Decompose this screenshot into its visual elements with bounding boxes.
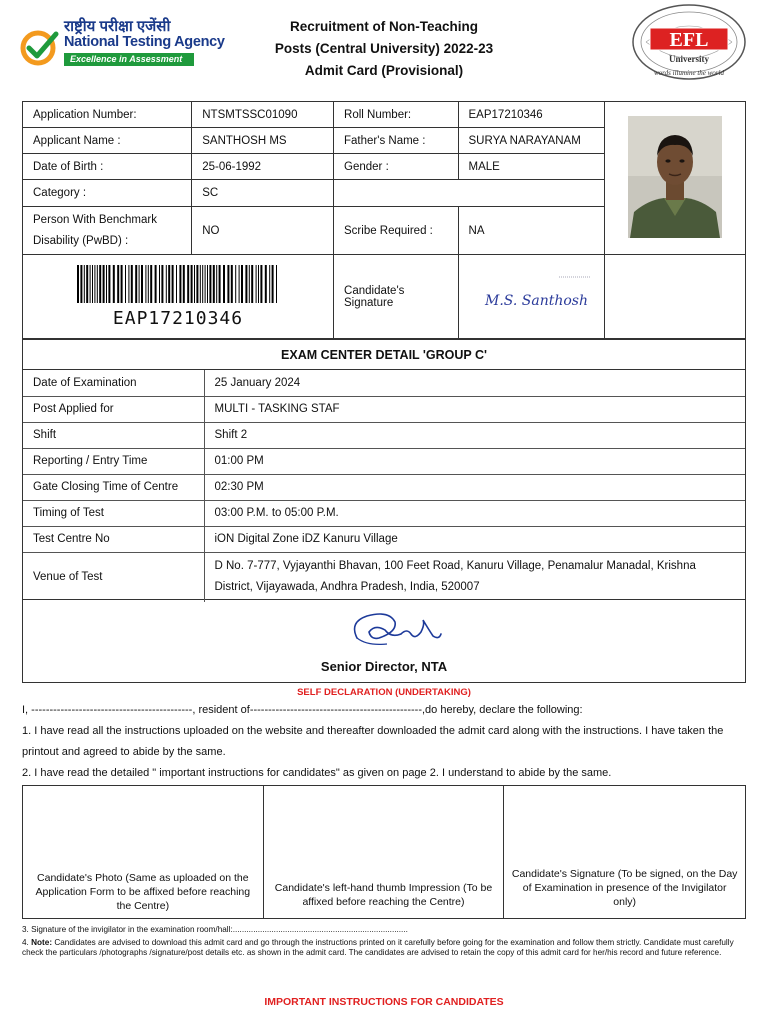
reporting-time-value: 01:00 PM: [204, 448, 745, 474]
reporting-time-label: Reporting / Entry Time: [23, 448, 204, 474]
title-line-3: Admit Card (Provisional): [304, 63, 464, 78]
table-row: [23, 370, 745, 396]
table-row: [23, 422, 745, 448]
declaration-item-2: 2. I have read the detailed " important instructions for candidates" as given on page 2. I understand to abide by the same.: [22, 767, 612, 779]
table-row: [23, 396, 745, 422]
barcode-bar: [213, 265, 215, 303]
barcode-bar: [207, 265, 208, 303]
barcode-bar: [187, 265, 189, 303]
barcode-bar: [77, 265, 79, 303]
pwbd-value: NO: [192, 207, 334, 255]
barcode-bar: [159, 265, 160, 303]
efl-university-text: University: [669, 54, 709, 64]
declaration-boxes: [22, 785, 746, 919]
barcode-bar: [128, 265, 129, 303]
note-label: Note:: [31, 938, 53, 947]
candidate-signature-cell: [458, 255, 604, 339]
table-row: [23, 500, 745, 526]
barcode-bar: [231, 265, 233, 303]
barcode-bar: [125, 265, 126, 303]
barcode-number: EAP17210346: [112, 307, 244, 329]
scribe-value: NA: [458, 207, 604, 255]
barcode-cell: [23, 255, 334, 339]
barcode-bar: [251, 265, 253, 303]
admit-card-title: [240, 16, 528, 82]
barcode-bar: [86, 265, 88, 303]
note-number: 4.: [22, 938, 29, 947]
post-applied-value: MULTI - TASKING STAF: [204, 396, 745, 422]
gender-value: MALE: [458, 154, 604, 180]
shift-label: Shift: [23, 422, 204, 448]
nta-check-icon: [20, 28, 60, 68]
barcode-bar: [183, 265, 185, 303]
authority-signature-section: [22, 600, 746, 683]
barcode-bar: [256, 265, 257, 303]
declaration-note: [22, 938, 748, 957]
title-line-1: Recruitment of Non-Teaching: [289, 19, 478, 34]
agency-hindi-name: राष्ट्रीय परीक्षा एजेंसी: [64, 18, 171, 35]
category-label: Category :: [23, 180, 192, 207]
roll-number-label: Roll Number:: [334, 102, 459, 128]
agency-tagline: Excellence in Assessment: [64, 53, 194, 66]
barcode-bar: [168, 265, 170, 303]
barcode-bar: [131, 265, 133, 303]
application-number-label: Application Number:: [23, 102, 192, 128]
candidate-photo: [628, 116, 722, 238]
title-line-2: Posts (Central University) 2022-23: [274, 41, 494, 56]
barcode-bar: [176, 265, 177, 303]
director-signature: [345, 608, 445, 652]
barcode-bar: [106, 265, 107, 303]
table-row: [23, 552, 745, 602]
barcode-bar: [276, 265, 277, 303]
barcode-bar: [135, 265, 137, 303]
barcode-bar: [200, 265, 201, 303]
barcode-bar: [172, 265, 174, 303]
barcode-bar: [166, 265, 167, 303]
barcode-bar: [269, 265, 270, 303]
post-applied-label: Post Applied for: [23, 396, 204, 422]
applicant-name-label: Applicant Name :: [23, 128, 192, 154]
roll-number-barcode: [75, 265, 281, 303]
barcode-bar: [80, 265, 82, 303]
barcode-bar: [148, 265, 149, 303]
barcode-bar: [121, 265, 123, 303]
candidate-signature: [459, 265, 604, 325]
efl-mark-text: EFL: [669, 29, 709, 51]
barcode-bar: [99, 265, 101, 303]
barcode-bar: [241, 265, 243, 303]
barcode-bar: [97, 265, 98, 303]
barcode-bar: [194, 265, 195, 303]
test-timing-value: 03:00 P.M. to 05:00 P.M.: [204, 500, 745, 526]
barcode-bar: [92, 265, 93, 303]
father-name-label: Father's Name :: [334, 128, 459, 154]
invigilator-signature-line: 3. Signature of the invigilator in the examination room/hall:.............................................................................: [22, 925, 408, 934]
dob-value: 25-06-1992: [192, 154, 334, 180]
barcode-bar: [179, 265, 181, 303]
test-centre-value: iON Digital Zone iDZ Kanuru Village: [204, 526, 745, 552]
barcode-bar: [155, 265, 157, 303]
empty-cell: [334, 180, 605, 207]
table-row: [23, 448, 745, 474]
test-timing-label: Timing of Test: [23, 500, 204, 526]
gender-label: Gender :: [334, 154, 459, 180]
test-centre-label: Test Centre No: [23, 526, 204, 552]
barcode-bar: [265, 265, 267, 303]
thumb-impression-box: Candidate's left-hand thumb Impression (To be affixed before reaching the Centre): [263, 786, 504, 919]
barcode-bar: [161, 265, 163, 303]
exam-center-title: EXAM CENTER DETAIL 'GROUP C': [23, 340, 745, 370]
self-declaration-title: SELF DECLARATION (UNDERTAKING): [297, 687, 471, 698]
applicant-name-value: SANTHOSH MS: [192, 128, 334, 154]
barcode-bar: [141, 265, 143, 303]
barcode-bar: [108, 265, 110, 303]
agency-name: National Testing Agency: [64, 34, 225, 50]
efl-motto-text: words illumine the world: [654, 69, 724, 77]
declaration-item-1: 1. I have read all the instructions uploaded on the website and thereafter downloaded the admit card along with the instructions. I have taken the printout and agreed to abide by the same.: [22, 725, 724, 758]
father-name-value: SURYA NARAYANAM: [458, 128, 604, 154]
admit-card-header: [0, 0, 768, 100]
barcode-bar: [216, 265, 217, 303]
candidate-signature-text: M.S. Santhosh: [484, 293, 588, 309]
barcode-bar: [249, 265, 250, 303]
venue-value: D No. 7-777, Vyjayanthi Bhavan, 100 Feet Road, Kanuru Village, Penamalur Manadal, Krishna District, Vijayawada, Andhra Pradesh, India, 520007: [204, 552, 745, 602]
table-row: [23, 474, 745, 500]
note-text: Candidates are advised to download this admit card and go through the instructions printed on it carefully before going for the examination and follow them strictly. Candidate must carefully check the particulars /photographs /signature/post details etc. as shown in the admit card. The candidates are advised to retain the copy of this admit card for her/his record and future reference.: [22, 938, 734, 957]
venue-label: Venue of Test: [23, 552, 204, 602]
authority-title: Senior Director, NTA: [320, 659, 448, 674]
barcode-bar: [219, 265, 221, 303]
dob-label: Date of Birth :: [23, 154, 192, 180]
barcode-bar: [202, 265, 203, 303]
barcode-bar: [117, 265, 119, 303]
barcode-bar: [223, 265, 225, 303]
exam-date-value: 25 January 2024: [214, 376, 301, 389]
barcode-bar: [84, 265, 85, 303]
shift-value: Shift 2: [204, 422, 745, 448]
scribe-label: Scribe Required :: [334, 207, 459, 255]
barcode-bar: [227, 265, 229, 303]
gate-closing-value: 02:30 PM: [204, 474, 745, 500]
instructions-title: IMPORTANT INSTRUCTIONS FOR CANDIDATES: [264, 996, 504, 1008]
barcode-bar: [260, 265, 262, 303]
barcode-bar: [94, 265, 95, 303]
barcode-bar: [145, 265, 146, 303]
barcode-bar: [239, 265, 240, 303]
barcode-bar: [191, 265, 193, 303]
application-number-value: NTSMTSSC01090: [192, 102, 334, 128]
candidate-photo-cell: [604, 102, 745, 255]
exam-center-section: [22, 339, 746, 600]
photo-spacer-cell: [604, 255, 745, 339]
pwbd-label: Person With Benchmark Disability (PwBD) :: [23, 207, 192, 255]
category-value: SC: [192, 180, 334, 207]
gate-closing-label: Gate Closing Time of Centre: [23, 474, 204, 500]
exam-center-table: [23, 370, 745, 602]
barcode-bar: [103, 265, 105, 303]
signature-box: Candidate's Signature (To be signed, on the Day of Examination in presence of the Invigilator only): [504, 786, 746, 919]
barcode-bar: [235, 265, 236, 303]
efl-university-logo: [628, 2, 750, 82]
candidate-signature-label: Candidate's Signature: [334, 255, 459, 339]
barcode-bar: [258, 265, 259, 303]
barcode-bar: [150, 265, 152, 303]
candidate-details-table: [22, 101, 746, 339]
barcode-bar: [113, 265, 115, 303]
barcode-bar: [139, 265, 140, 303]
exam-date-label: Date of Examination: [23, 370, 204, 396]
table-row: [23, 526, 745, 552]
barcode-bar: [272, 265, 274, 303]
barcode-bar: [209, 265, 211, 303]
barcode-bar: [90, 265, 91, 303]
barcode-bar: [196, 265, 198, 303]
declaration-line: I, --------------------------------------------, resident of-----------------------------------------------,do hereby, declare the following:: [22, 704, 583, 716]
barcode-bar: [205, 265, 206, 303]
roll-number-value: EAP17210346: [458, 102, 604, 128]
barcode-bar: [245, 265, 247, 303]
photo-affix-box: Candidate's Photo (Same as uploaded on the Application Form to be affixed before reaching the Centre): [23, 786, 264, 919]
nta-logo: [20, 12, 225, 70]
